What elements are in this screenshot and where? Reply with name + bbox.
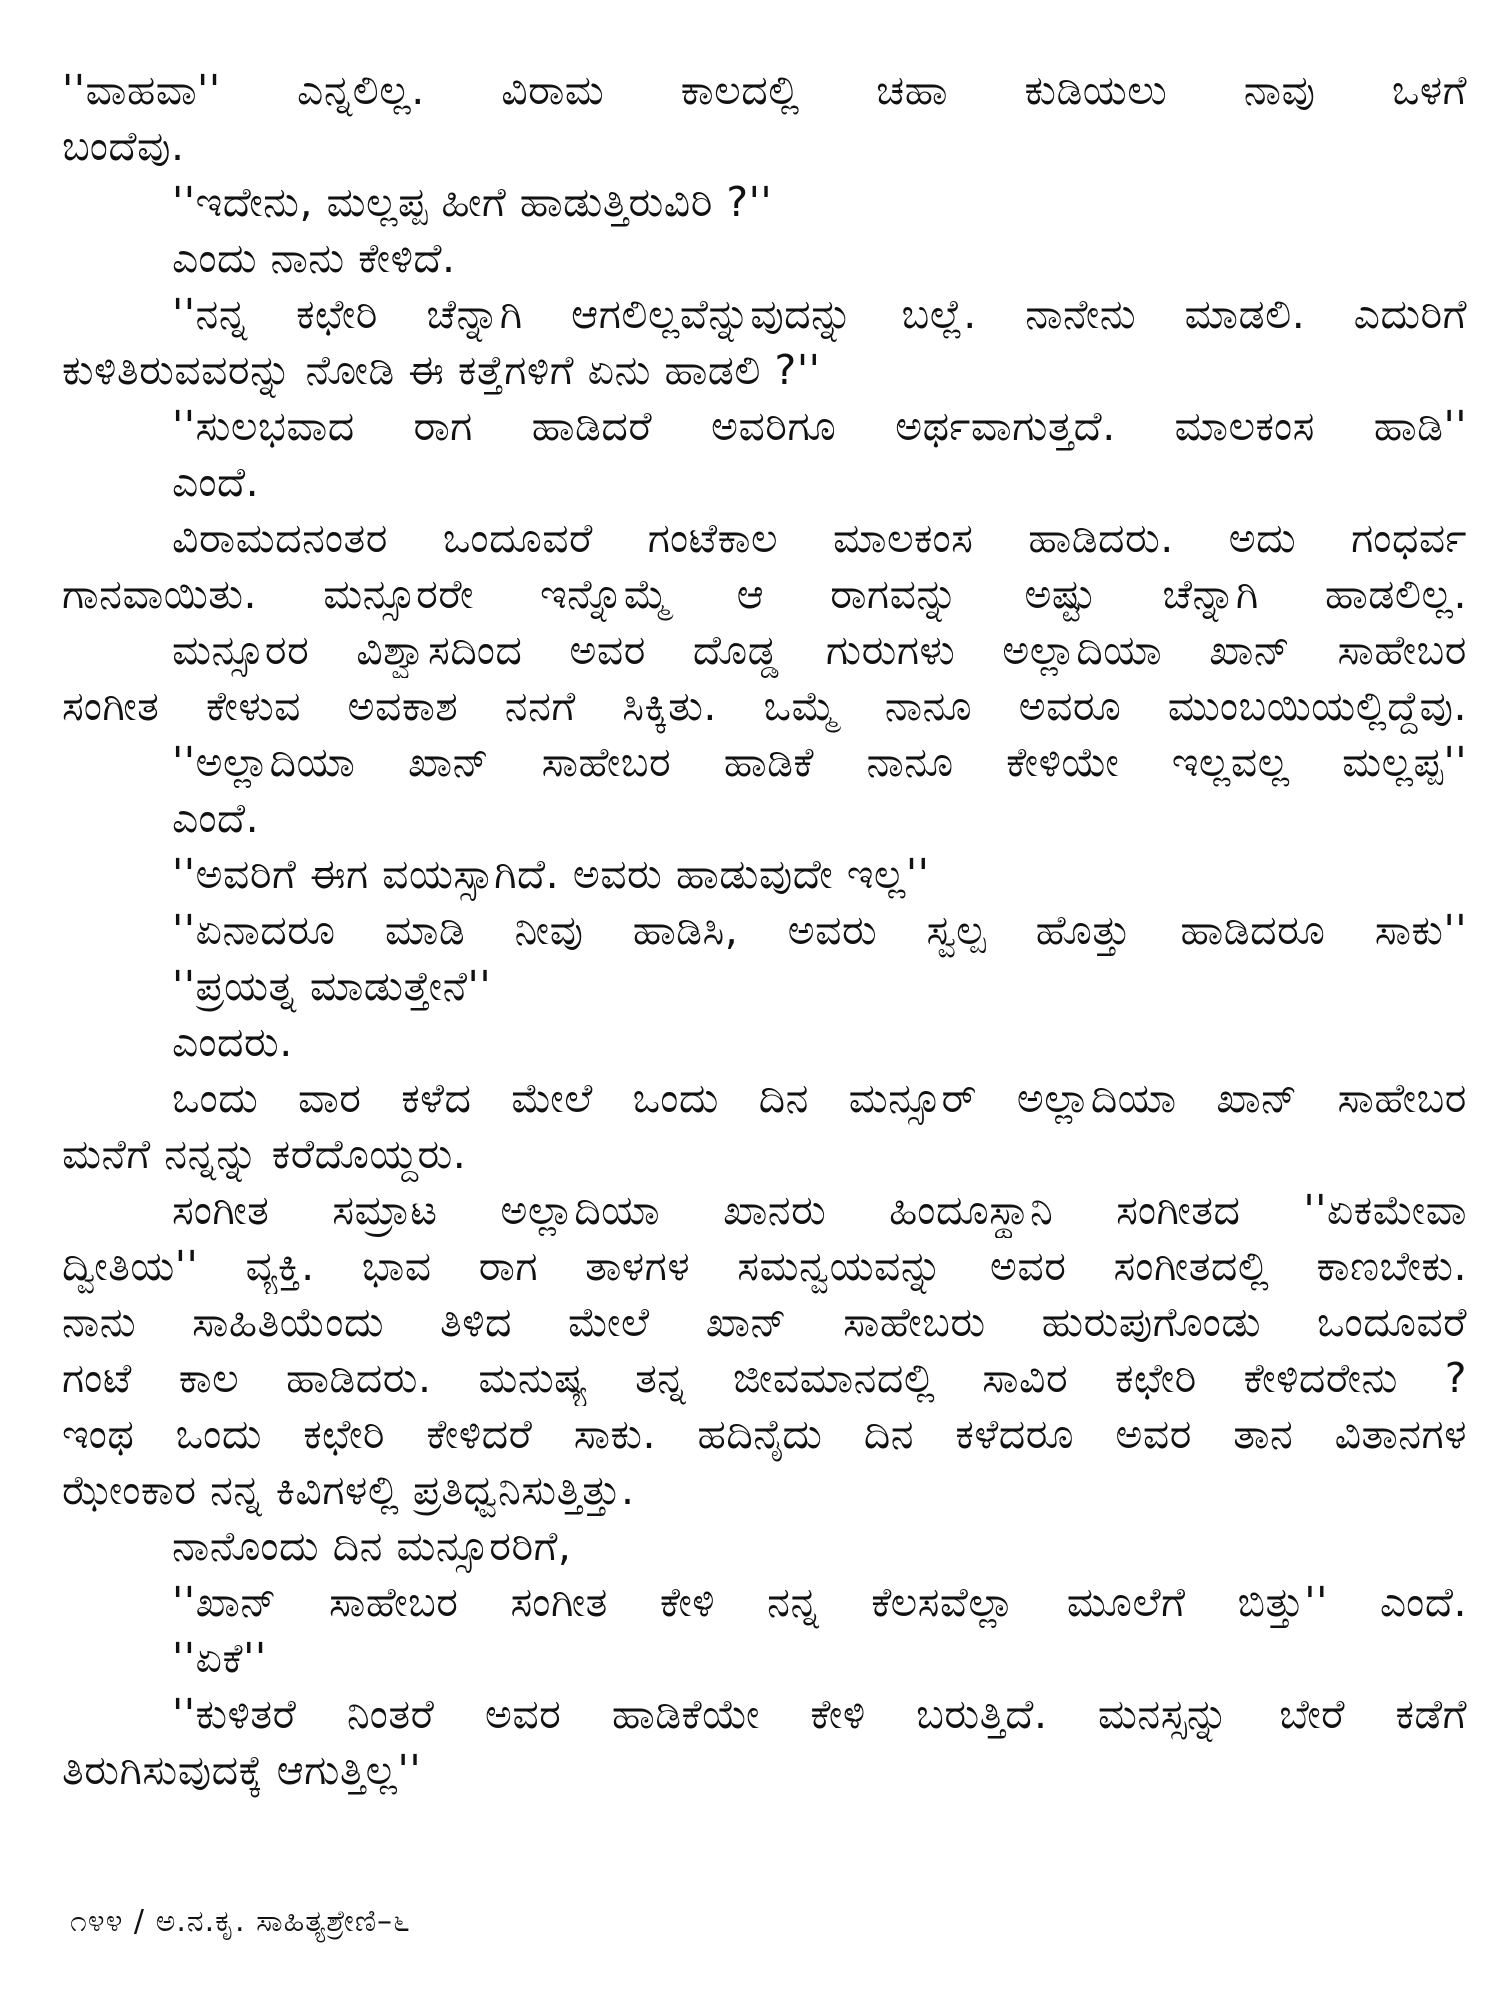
page-footer: ೧೪೪ / ಅ.ನ.ಕೃ. ಸಾಹಿತ್ಯಶ್ರೇಣಿ–೬	[70, 1904, 411, 1939]
text-line: ''ಏನಾದರೂ ಮಾಡಿ ನೀವು ಹಾಡಿಸಿ, ಅವರು ಸ್ವಲ್ಪ ಹೊತ್ತು ಹಾಡಿದರೂ ಸಾಕು''	[172, 906, 1467, 954]
text-line: ''ಪ್ರಯತ್ನ ಮಾಡುತ್ತೇನೆ''	[172, 962, 492, 1010]
text-line: ''ಕುಳಿತರೆ ನಿಂತರೆ ಅವರ ಹಾಡಿಕೆಯೇ ಕೇಳಿ ಬರುತ್ತಿದೆ. ಮನಸ್ಸನ್ನು ಬೇರೆ ಕಡೆಗೆ	[172, 1690, 1467, 1738]
page-body	[62, 62, 1467, 1798]
text-line: ಎಂದರು.	[172, 1018, 293, 1066]
text-line: ಗಂಟೆ ಕಾಲ ಹಾಡಿದರು. ಮನುಷ್ಯ ತನ್ನ ಜೀವಮಾನದಲ್ಲಿ ಸಾವಿರ ಕಛೇರಿ ಕೇಳಿದರೇನು ?	[62, 1354, 1467, 1402]
text-line: ಮನ್ಸೂರರ ವಿಶ್ವಾಸದಿಂದ ಅವರ ದೊಡ್ಡ ಗುರುಗಳು ಅಲ್ಲಾದಿಯಾ ಖಾನ್ ಸಾಹೇಬರ	[172, 626, 1467, 674]
text-line: ಝೇಂಕಾರ ನನ್ನ ಕಿವಿಗಳಲ್ಲಿ ಪ್ರತಿಧ್ವನಿಸುತ್ತಿತ್ತು.	[62, 1466, 635, 1514]
text-line: ಗಾನವಾಯಿತು. ಮನ್ಸೂರರೇ ಇನ್ನೊಮ್ಮೆ ಆ ರಾಗವನ್ನು ಅಷ್ಟು ಚೆನ್ನಾಗಿ ಹಾಡಲಿಲ್ಲ.	[62, 570, 1467, 618]
text-line: ''ಇದೇನು, ಮಲ್ಲಪ್ಪ ಹೀಗೆ ಹಾಡುತ್ತಿರುವಿರಿ ?''	[172, 178, 773, 226]
text-line: ''ಅವರಿಗೆ ಈಗ ವಯಸ್ಸಾಗಿದೆ. ಅವರು ಹಾಡುವುದೇ ಇಲ್ಲ''	[172, 850, 930, 898]
text-line: ಸಂಗೀತ ಸಮ್ರಾಟ ಅಲ್ಲಾದಿಯಾ ಖಾನರು ಹಿಂದೂಸ್ಥಾನಿ ಸಂಗೀತದ ''ಏಕಮೇವಾ	[172, 1186, 1467, 1234]
text-line: ''ಸುಲಭವಾದ ರಾಗ ಹಾಡಿದರೆ ಅವರಿಗೂ ಅರ್ಥವಾಗುತ್ತದೆ. ಮಾಲಕಂಸ ಹಾಡಿ''	[172, 402, 1467, 450]
text-line: ''ವಾಹವಾ'' ಎನ್ನಲಿಲ್ಲ. ವಿರಾಮ ಕಾಲದಲ್ಲಿ ಚಹಾ ಕುಡಿಯಲು ನಾವು ಒಳಗೆ	[62, 66, 1467, 114]
text-line: ''ನನ್ನ ಕಛೇರಿ ಚೆನ್ನಾಗಿ ಆಗಲಿಲ್ಲವೆನ್ನುವುದನ್ನು ಬಲ್ಲೆ. ನಾನೇನು ಮಾಡಲಿ. ಎದುರಿಗೆ	[172, 290, 1467, 338]
text-line: ''ಏಕೆ''	[172, 1634, 267, 1682]
text-line: ದ್ವೀತಿಯ'' ವ್ಯಕ್ತಿ. ಭಾವ ರಾಗ ತಾಳಗಳ ಸಮನ್ವಯವನ್ನು ಅವರ ಸಂಗೀತದಲ್ಲಿ ಕಾಣಬೇಕು.	[62, 1242, 1467, 1290]
text-line: ತಿರುಗಿಸುವುದಕ್ಕೆ ಆಗುತ್ತಿಲ್ಲ''	[62, 1746, 422, 1794]
text-line: ಎಂದು ನಾನು ಕೇಳಿದೆ.	[172, 234, 456, 282]
text-line: ನಾನು ಸಾಹಿತಿಯೆಂದು ತಿಳಿದ ಮೇಲೆ ಖಾನ್ ಸಾಹೇಬರು ಹುರುಪುಗೊಂಡು ಒಂದೂವರೆ	[62, 1298, 1467, 1346]
text-line: ಎಂದೆ.	[172, 458, 260, 506]
text-line: ಕುಳಿತಿರುವವರನ್ನು ನೋಡಿ ಈ ಕತ್ತೆಗಳಿಗೆ ಏನು ಹಾಡಲಿ ?''	[62, 346, 821, 394]
text-line: ಇಂಥ ಒಂದು ಕಛೇರಿ ಕೇಳಿದರೆ ಸಾಕು. ಹದಿನೈದು ದಿನ ಕಳೆದರೂ ಅವರ ತಾನ ವಿತಾನಗಳ	[62, 1410, 1467, 1458]
text-line: ಬಂದೆವು.	[62, 122, 185, 170]
text-line: ಸಂಗೀತ ಕೇಳುವ ಅವಕಾಶ ನನಗೆ ಸಿಕ್ಕಿತು. ಒಮ್ಮೆ ನಾನೂ ಅವರೂ ಮುಂಬಯಿಯಲ್ಲಿದ್ದೆವು.	[62, 682, 1467, 730]
text-line: ವಿರಾಮದನಂತರ ಒಂದೂವರೆ ಗಂಟೆಕಾಲ ಮಾಲಕಂಸ ಹಾಡಿದರು. ಅದು ಗಂಧರ್ವ	[172, 514, 1467, 562]
text-line: ''ಖಾನ್ ಸಾಹೇಬರ ಸಂಗೀತ ಕೇಳಿ ನನ್ನ ಕೆಲಸವೆಲ್ಲಾ ಮೂಲೆಗೆ ಬಿತ್ತು'' ಎಂದೆ.	[172, 1578, 1467, 1626]
text-line: ಮನೆಗೆ ನನ್ನನ್ನು ಕರೆದೊಯ್ದರು.	[62, 1130, 467, 1178]
text-line: ಎಂದೆ.	[172, 794, 260, 842]
text-line: ನಾನೊಂದು ದಿನ ಮನ್ಸೂರರಿಗೆ,	[172, 1522, 572, 1570]
text-line: ಒಂದು ವಾರ ಕಳೆದ ಮೇಲೆ ಒಂದು ದಿನ ಮನ್ಸೂರ್ ಅಲ್ಲಾದಿಯಾ ಖಾನ್ ಸಾಹೇಬರ	[172, 1074, 1467, 1122]
text-line: ''ಅಲ್ಲಾದಿಯಾ ಖಾನ್ ಸಾಹೇಬರ ಹಾಡಿಕೆ ನಾನೂ ಕೇಳಿಯೇ ಇಲ್ಲವಲ್ಲ ಮಲ್ಲಪ್ಪ''	[172, 738, 1467, 786]
